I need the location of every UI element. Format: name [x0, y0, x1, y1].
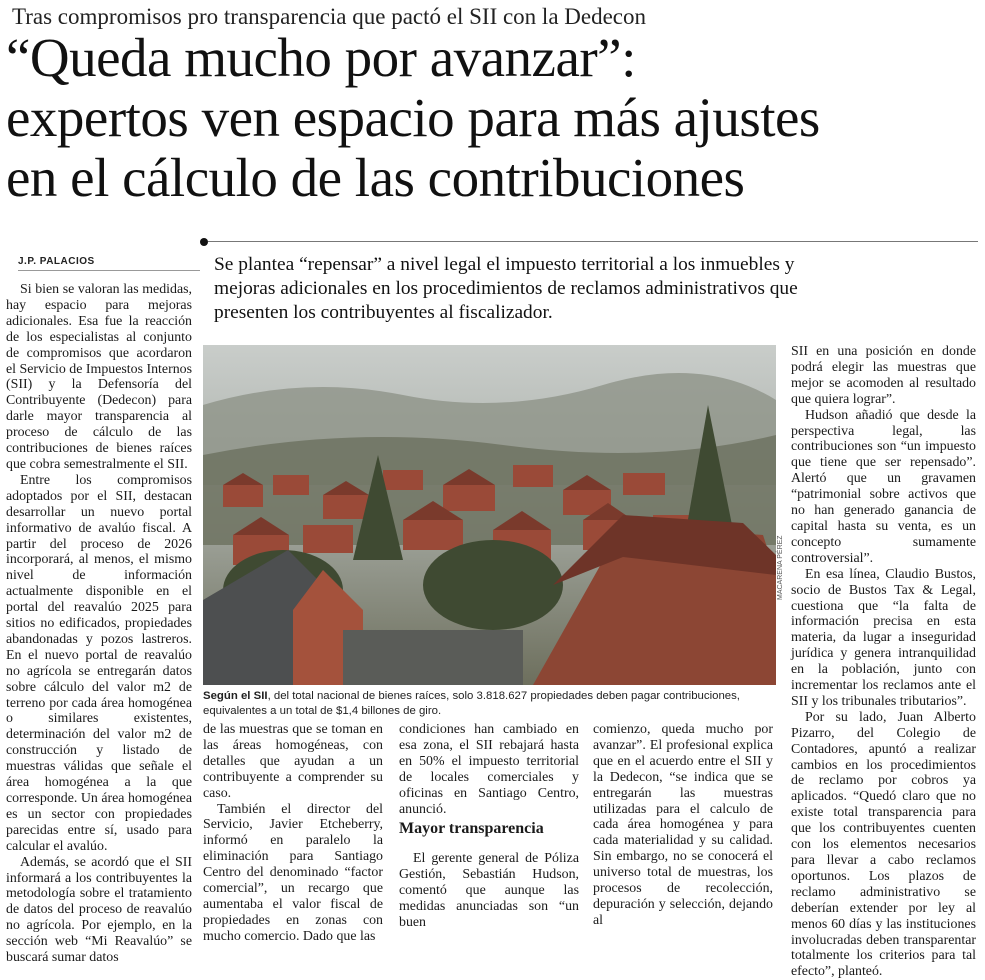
headline-line-3: en el cálculo de las contribuciones	[6, 147, 745, 208]
body-column-1	[6, 282, 192, 966]
paragraph: de las muestras que se toman en las áreas homogéneas, con detalles que ayudan a un contribuyente a comprender su caso.	[203, 722, 383, 801]
headline-line-1: “Queda mucho por avanzar”:	[6, 27, 636, 88]
paragraph: Hudson añadió que desde la perspectiva legal, las contribuciones son “un impuesto que tiene que ser repensado”. Alertó que un gravamen “patrimonial sobre activos que no han generado ganancia de capital hasta su venta, es un concepto sumamente controversial”.	[791, 407, 976, 566]
section-subhead: Mayor transparencia	[399, 820, 544, 838]
body-column-5	[791, 344, 976, 980]
dek-bullet	[200, 238, 208, 246]
paragraph: comienzo, queda mucho por avanzar”. El profesional explica que en el acuerdo entre el SII y la Dedecon, “se indica que se entregarán las muestras utilizadas para el calculo de cada área homogénea y para cada materialidad y su calidad. Sin embargo, no se conocerá el universo total de muestras, los procesos de recolección, depuración y selección, dejando al	[593, 722, 773, 928]
paragraph: Entre los compromisos adoptados por el SII, destacan desarrollar un nuevo portal informativo de avalúo fiscal. A partir del proceso de 2026 incorporará, al menos, el mismo nivel de información actualmente disponible en el portal del reavalúo 2025 para sitios no edificados, propiedades abandonadas y pozos lastreros. En el nuevo portal de reavalúo no agrícola se entregarán datos sobre cálculo del valor m2 de terreno por cada área homogénea o similares existentes, determinación del valor m2 de construcción y listado de muestras válidas que señale el área homogénea a la que corresponde. Un área homogénea es un sector con propiedades parecidas entre sí, usado para calcular el avalúo.	[6, 472, 192, 854]
byline-divider	[18, 270, 200, 271]
body-column-4	[593, 722, 773, 929]
body-column-3	[399, 722, 579, 931]
paragraph: Si bien se valoran las medidas, hay espacio para mejoras adicionales. Esa fue la reacción de los especialistas al conjunto de compromisos que acordaron el Servicio de Impuestos Internos (SII) y la Defensoría del Contribuyente (Dedecon) para darle mayor transparencia al proceso de cálculo de las contribuciones de bienes raíces que cobra semestralmente el SII.	[6, 282, 192, 472]
dek-divider	[208, 241, 978, 242]
caption-text: , del total nacional de bienes raíces, solo 3.818.627 propiedades deben pagar contribuciones, equivalentes a un total de $1,4 billones de giro.	[203, 690, 740, 717]
paragraph: El gerente general de Póliza Gestión, Sebastián Hudson, comentó que aunque las medidas anunciadas son “un buen	[399, 851, 579, 930]
paragraph: SII en una posición en donde podrá elegir las muestras que mejor se acomoden al resultado que quiera lograr”.	[791, 344, 976, 407]
dek: Se plantea “repensar” a nivel legal el impuesto territorial a los inmuebles y mejoras adicionales en los procedimientos de reclamos administrativos que presenten los contribuyentes al fiscalizador.	[214, 254, 798, 323]
paragraph: También el director del Servicio, Javier Etcheberry, informó en paralelo la eliminación para Santiago Centro del denominado “factor comercial”, un recargo que aumentaba el valor fiscal de propiedades en zonas con mucho comercio. Dado que las	[203, 801, 383, 944]
byline: J.P. PALACIOS	[18, 256, 95, 267]
photo-caption	[203, 689, 778, 718]
body-column-2	[203, 722, 383, 945]
news-photo	[203, 345, 776, 685]
paragraph: En esa línea, Claudio Bustos, socio de Bustos Tax & Legal, cuestiona que “la falta de información precisa en esta materia, da lugar a inseguridad jurídica y genera intranquilidad en la población, junto con incrementar los reclamos ante el SII y los tribunales tributarios”.	[791, 566, 976, 709]
kicker: Tras compromisos pro transparencia que pactó el SII con la Dedecon	[12, 4, 647, 29]
headline	[6, 28, 981, 208]
paragraph: Además, se acordó que el SII informará a los contribuyentes la metodología sobre el tratamiento de datos del proceso de reavalúo no agrícola. Por ejemplo, en la sección web “Mi Reavalúo” se buscará sumar datos	[6, 854, 192, 966]
caption-lead: Según el SII	[203, 690, 268, 702]
paragraph: Por su lado, Juan Alberto Pizarro, del Colegio de Contadores, apuntó a realizar cambios en los procedimientos de reclamo por cobros ya aplicados. “Quedó claro que no existe total transparencia para que los contribuyentes cuenten con los elementos necesarios para llevar a cabo reclamos oportunos. Los plazos de reclamo administrativo se deberían extender por ley al menos 60 días y las instituciones involucradas deben transparentar totalmente los criterios para tal efecto”, planteó.	[791, 709, 976, 980]
photo-credit: MACARENA PÉREZ	[777, 535, 784, 600]
paragraph: condiciones han cambiado en esa zona, el SII rebajará hasta en 50% el impuesto territorial de locales comerciales y oficinas en Santiago Centro, anunció.	[399, 722, 579, 817]
headline-line-2: expertos ven espacio para más ajustes	[6, 87, 820, 148]
